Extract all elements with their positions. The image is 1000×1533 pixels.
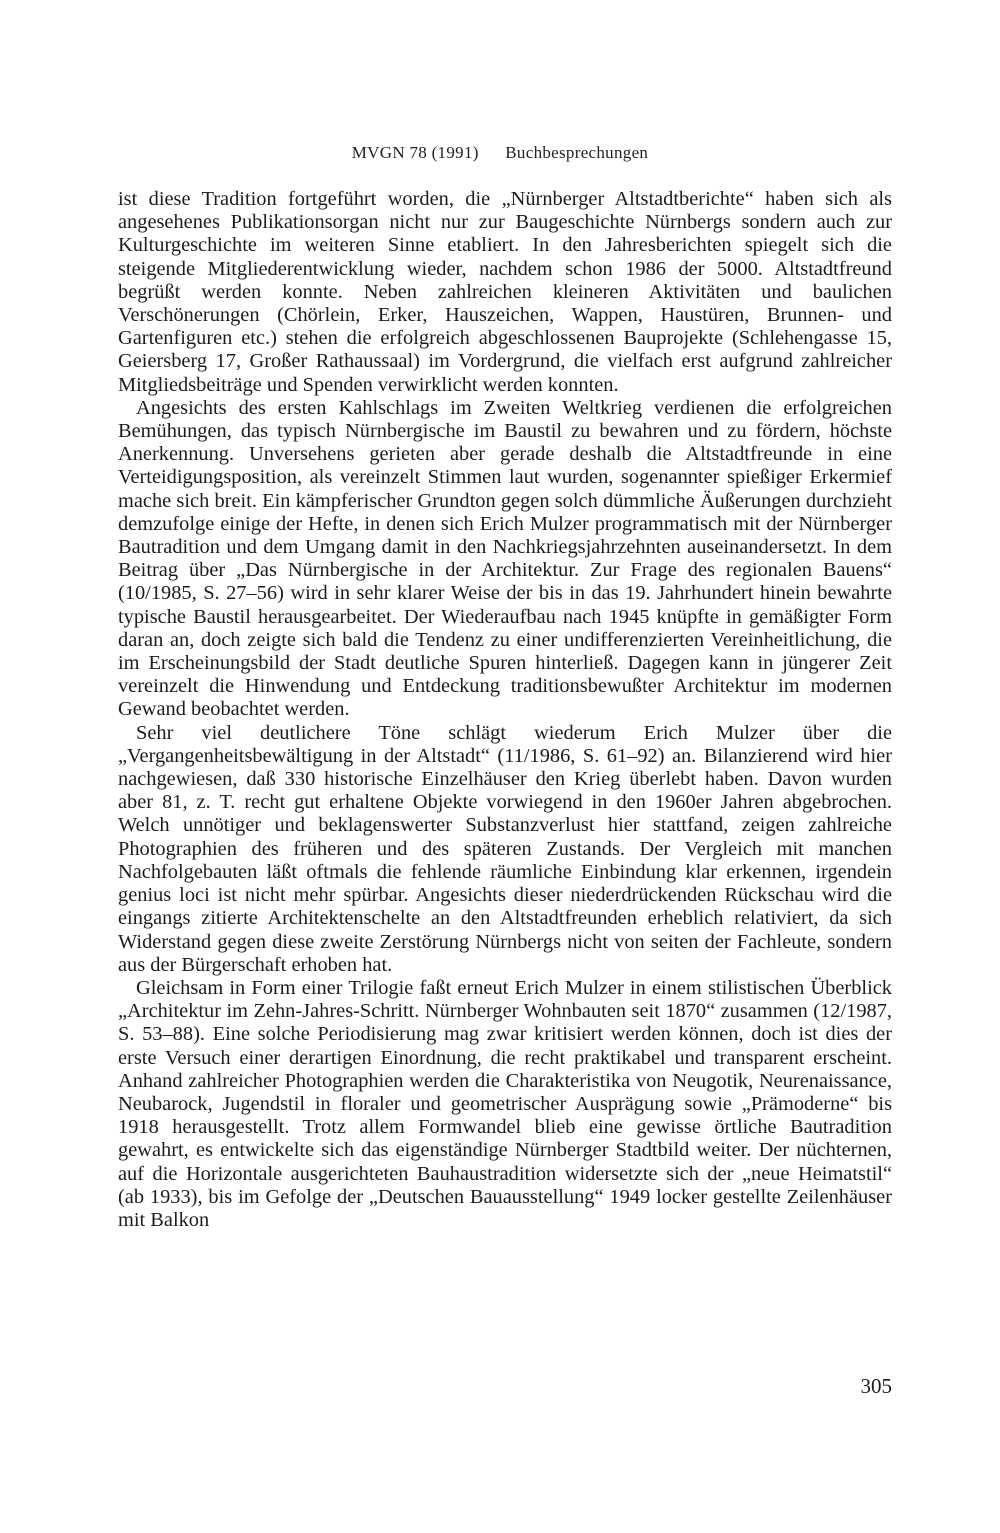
journal-reference: MVGN 78 (1991) [351, 143, 479, 162]
paragraph-2: Angesichts des ersten Kahlschlags im Zweiten Weltkrieg verdienen die erfolgreichen Bemühungen, das typisch Nürnbergische im Baustil zu bewahren und zu fördern, höchste Anerkennung. Unversehens gerieten aber gerade deshalb die Altstadtfreunde in eine Verteidigungsposition, als vereinzelt Stimmen laut wurden, sogenannter spießiger Erkermief mache sich breit. Ein kämpferischer Grundton gegen solch dümmliche Äußerungen durchzieht demzufolge einige der Hefte, in denen sich Erich Mulzer programmatisch mit der Nürnberger Bautradition und dem Umgang damit in den Nachkriegsjahrzehnten auseinandersetzt. In dem Beitrag über „Das Nürnbergische in der Architektur. Zur Frage des regionalen Bauens“ (10/1985, S. 27–56) wird in sehr klarer Weise der bis in das 19. Jahrhundert hinein bewahrte typische Baustil herausgearbeitet. Der Wiederaufbau nach 1945 knüpfte in gemäßigter Form daran an, doch zeigte sich bald die Tendenz zu einer undifferenzierten Vereinheitlichung, die im Erscheinungsbild der Stadt deutliche Spuren hinterließ. Dagegen kann in jüngerer Zeit vereinzelt die Hinwendung und Entdeckung traditionsbewußter Architektur im modernen Gewand beobachtet werden. [118, 396, 892, 721]
section-title: Buchbesprechungen [505, 143, 649, 162]
running-head [0, 143, 1000, 163]
paragraph-1: ist diese Tradition fortgeführt worden, die „Nürnberger Altstadtberichte“ haben sich als angesehenes Publikationsorgan nicht nur zur Baugeschichte Nürnbergs sondern auch zur Kulturgeschichte im weiteren Sinne etabliert. In den Jahresberichten spiegelt sich die steigende Mitgliederentwicklung wieder, nachdem schon 1986 der 5000. Altstadtfreund begrüßt werden konnte. Neben zahlreichen kleineren Aktivitäten und baulichen Verschönerungen (Chörlein, Erker, Hauszeichen, Wappen, Haustüren, Brunnen- und Gartenfiguren etc.) stehen die erfolgreich abgeschlossenen Bauprojekte (Schlehengasse 15, Geiersberg 17, Großer Rathaussaal) im Vordergrund, die vielfach erst aufgrund zahlreicher Mitgliedsbeiträge und Spenden verwirklicht werden konnten. [118, 188, 892, 396]
paragraph-3: Sehr viel deutlichere Töne schlägt wiederum Erich Mulzer über die „Vergangenheitsbewältigung in der Altstadt“ (11/1986, S. 61–92) an. Bilanzierend wird hier nachgewiesen, daß 330 historische Einzelhäuser den Krieg überlebt haben. Davon wurden aber 81, z. T. recht gut erhaltene Objekte vorwiegend in den 1960er Jahren abgebrochen. Welch unnötiger und beklagenswerter Substanzverlust hier stattfand, zeigen zahlreiche Photographien des früheren und des späteren Zustands. Der Vergleich mit manchen Nachfolgebauten läßt oftmals die fehlende räumliche Einbindung klar erkennen, irgendein genius loci ist nicht mehr spürbar. Angesichts dieser niederdrückenden Rückschau wird die eingangs zitierte Architektenschelte an den Altstadtfreunden erheblich relativiert, da sich Widerstand gegen diese zweite Zerstörung Nürnbergs nicht von seiten der Fachleute, sondern aus der Bürgerschaft erhoben hat. [118, 721, 892, 976]
page-number: 305 [860, 1374, 892, 1398]
paragraph-4: Gleichsam in Form einer Trilogie faßt erneut Erich Mulzer in einem stilistischen Überblick „Architektur im Zehn-Jahres-Schritt. Nürnberger Wohnbauten seit 1870“ zusammen (12/1987, S. 53–88). Eine solche Periodisierung mag zwar kritisiert werden können, doch ist dies der erste Versuch einer derartigen Einordnung, die recht praktikabel und transparent erscheint. Anhand zahlreicher Photographien werden die Charakteristika von Neugotik, Neurenaissance, Neubarock, Jugendstil in floraler und geometrischer Ausprägung sowie „Prämoderne“ bis 1918 herausgestellt. Trotz allem Formwandel blieb eine gewisse örtliche Bautradition gewahrt, es entwickelte sich das eigenständige Nürnberger Stadtbild weiter. Der nüchternen, auf die Horizontale ausgerichteten Bauhaustradition widersetzte sich der „neue Heimatstil“ (ab 1933), bis im Gefolge der „Deutschen Bauausstellung“ 1949 locker gestellte Zeilenhäuser mit Balkon [118, 976, 892, 1231]
body-text [118, 188, 892, 1232]
